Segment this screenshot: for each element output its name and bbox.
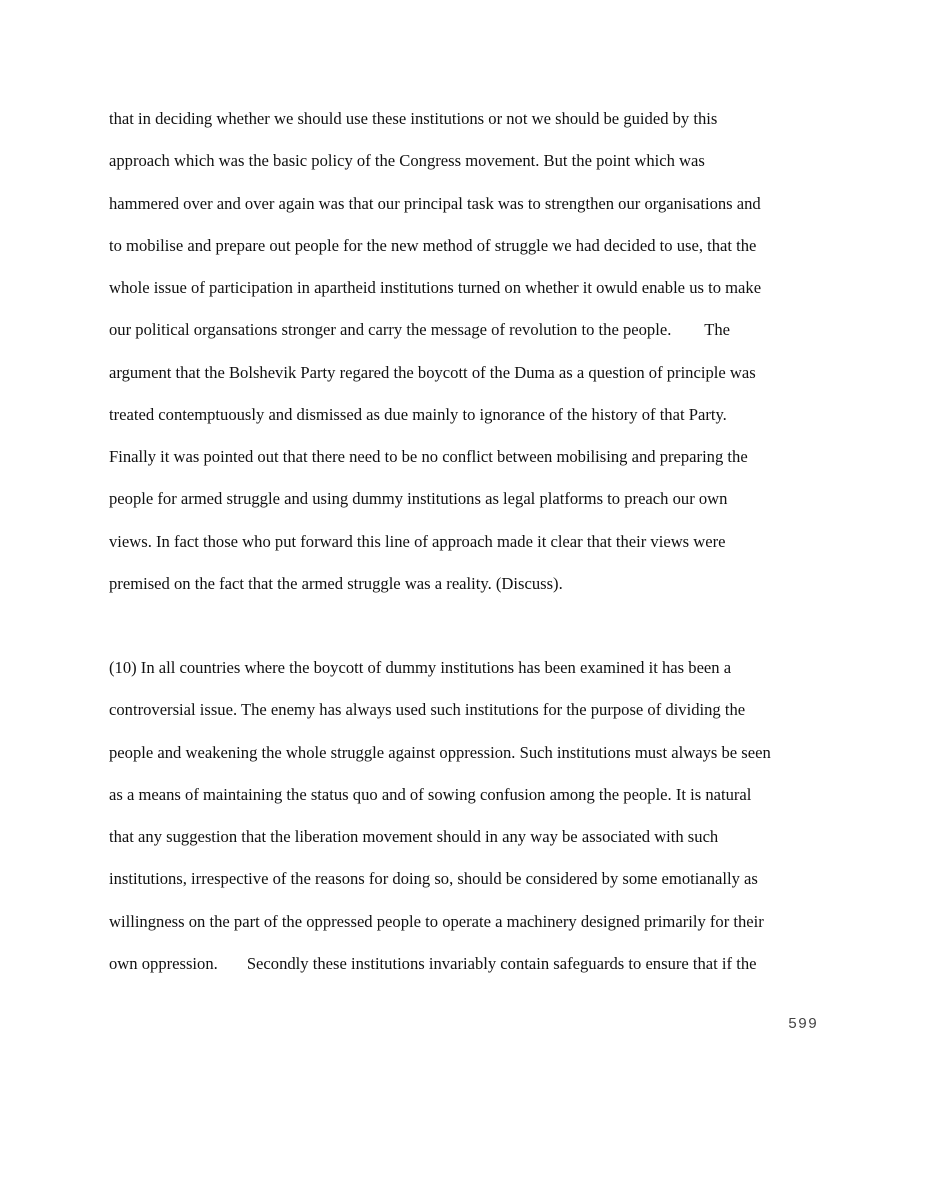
text-line: Finally it was pointed out that there need to be no conflict between mobilising and preparing the	[109, 447, 748, 466]
text-line: premised on the fact that the armed struggle was a reality. (Discuss).	[109, 573, 563, 593]
text-line: (10) In all countries where the boycott of dummy institutions has been examined it has been a	[109, 658, 732, 677]
page-number: 599	[787, 1016, 818, 1033]
text-line: views. In fact those who put forward this line of approach made it clear that their views were	[109, 531, 726, 551]
text-line: argument that the Bolshevik Party regared the boycott of the Duma as a question of principle was	[109, 362, 756, 382]
text-line: treated contemptuously and dismissed as due mainly to ignorance of the history of that Party.	[109, 404, 727, 424]
text-line: people for armed struggle and using dummy institutions as legal platforms to preach our own	[109, 489, 728, 509]
text-line: willingness on the part of the oppressed people to operate a machinery designed primarily for their	[109, 911, 764, 931]
text-line: institutions, irrespective of the reasons for doing so, should be considered by some emotianally as	[109, 869, 758, 889]
paragraph-10	[109, 657, 829, 995]
text-line: hammered over and over again was that our principal task was to strengthen our organisations and	[109, 193, 761, 213]
text-line: own oppression. Secondly these institutions invariably contain safeguards to ensure that if the	[109, 953, 757, 973]
text-line: whole issue of participation in apartheid institutions turned on whether it owuld enable us to make	[109, 278, 762, 297]
paragraph-continuation	[109, 108, 829, 615]
text-line: to mobilise and prepare out people for the new method of struggle we had decided to use, that the	[109, 235, 757, 255]
text-line: that any suggestion that the liberation movement should in any way be associated with such	[109, 827, 719, 846]
text-line: as a means of maintaining the status quo and of sowing confusion among the people. It is natural	[109, 784, 752, 804]
text-line: approach which was the basic policy of the Congress movement. But the point which was	[109, 151, 705, 171]
text-line: that in deciding whether we should use these institutions or not we should be guided by this	[109, 109, 718, 128]
text-line: our political organsations stronger and carry the message of revolution to the people. The	[109, 320, 731, 340]
text-line: people and weakening the whole struggle against oppression. Such institutions must always be seen	[109, 742, 771, 762]
text-line: controversial issue. The enemy has always used such institutions for the purpose of dividing the	[109, 700, 746, 720]
